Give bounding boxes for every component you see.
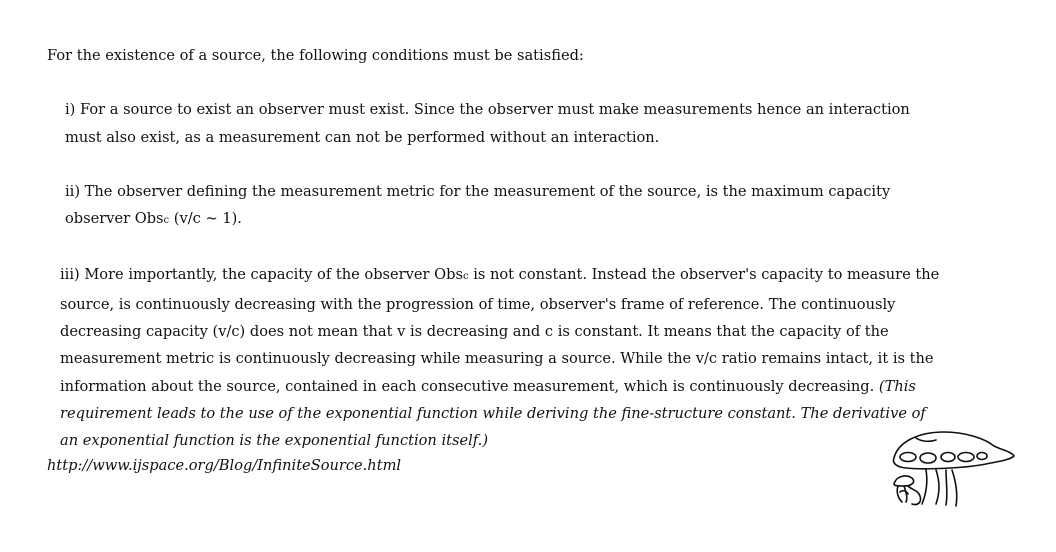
- condition-3-italic-note: (This requirement leads to the use of the exponential function while deriving the fine-structure constant. The derivative of an exponential function is the exponential function itself.): [60, 377, 926, 450]
- condition-2-text-after: (v/c ~ 1).: [169, 210, 242, 228]
- condition-2-text: ii) The observer defining the measurement metric for the measurement of the source, is the maximum capacity observer Obs: [65, 182, 891, 228]
- condition-item-2: [47, 178, 947, 235]
- condition-1-text: i) For a source to exist an observer must exist. Since the observer must make measurements hence an interaction must also exist, as a measurement can not be performed without an interaction.: [65, 101, 910, 146]
- condition-item-1: [47, 96, 947, 151]
- mushroom-sketch-icon: [886, 428, 1018, 512]
- document-body: [47, 42, 947, 482]
- intro-paragraph: For the existence of a source, the following conditions must be satisfied:: [47, 47, 584, 64]
- condition-3-text: iii) More importantly, the capacity of the observer Obs: [60, 266, 463, 284]
- condition-2-subscript: c: [163, 215, 170, 227]
- condition-3-subscript: c: [462, 271, 469, 283]
- source-link[interactable]: http://www.ijspace.org/Blog/InfiniteSource.html: [47, 457, 402, 474]
- condition-item-3: [47, 261, 947, 454]
- condition-3-text-after: is not constant. Instead the observer's capacity to measure the source, is continuously decreasing with the progression of time, observer's frame of reference. The continuously decreasing capacity (v/c) does not mean that v is decreasing and c is constant. It means that the capacity of the measurement metric is continuously decreasing while measuring a source. While the v/c ratio remains intact, it is the information about the source, contained in each consecutive measurement, which is continuously decreasing.: [60, 266, 940, 395]
